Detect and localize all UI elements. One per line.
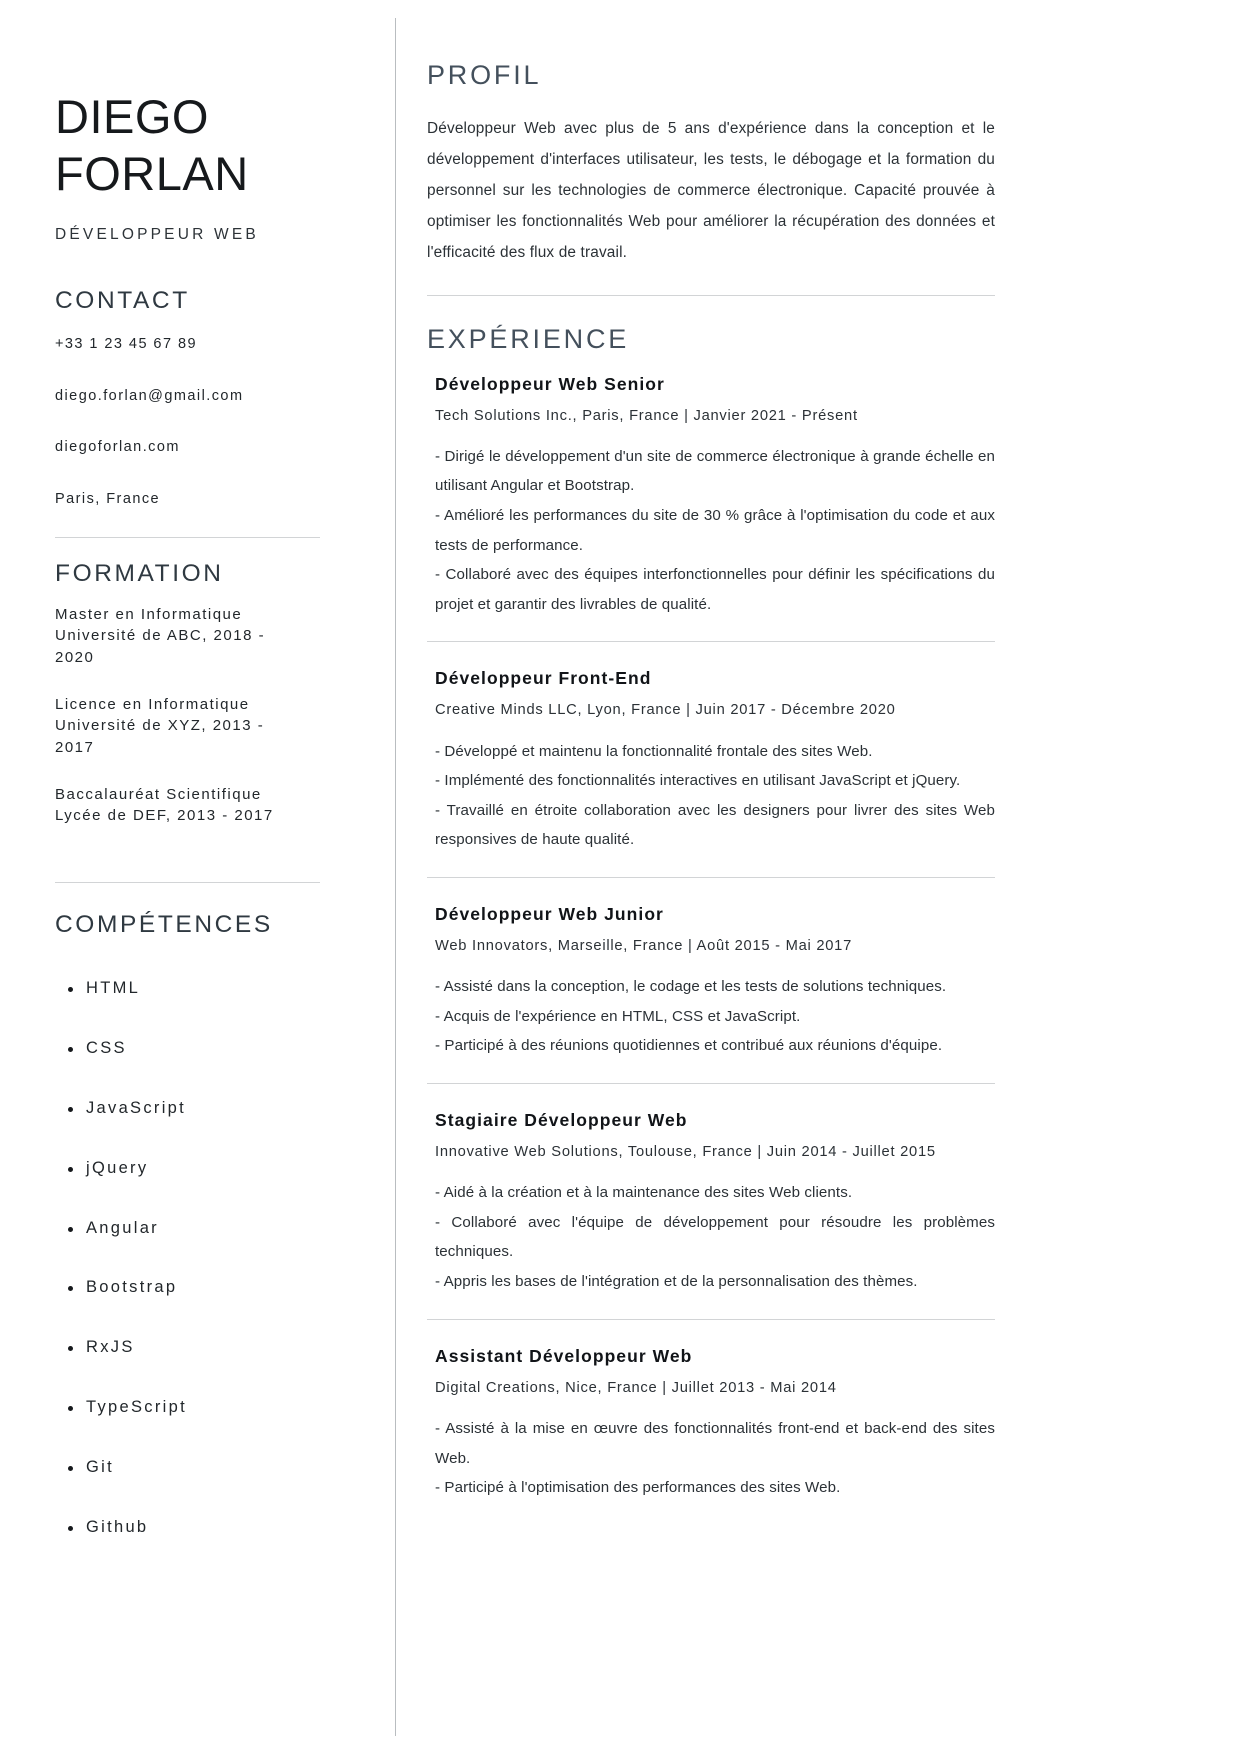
skill-item: RxJS xyxy=(55,1338,320,1358)
skill-item: TypeScript xyxy=(55,1398,320,1418)
job-bullet: - Collaboré avec l'équipe de développement pour résoudre les problèmes techniques. xyxy=(435,1213,995,1261)
education-school: Université de ABC, 2018 - xyxy=(55,627,266,645)
job-title: Développeur Front-End xyxy=(435,668,652,689)
divider-after-contact xyxy=(55,537,320,538)
skills-list xyxy=(55,979,320,1537)
contact-list xyxy=(55,335,320,509)
job-bullet: - Participé à l'optimisation des performances des sites Web. xyxy=(435,1479,841,1497)
job-bullet: - Aidé à la création et à la maintenance des sites Web clients. xyxy=(435,1184,853,1202)
skill-item: HTML xyxy=(55,979,320,999)
job-meta: Tech Solutions Inc., Paris, France | Janvier 2021 - Présent xyxy=(435,407,858,424)
contact-location: Paris, France xyxy=(55,491,161,508)
contact-website[interactable]: diegoforlan.com xyxy=(55,439,180,456)
job-bullet: - Travaillé en étroite collaboration avec les designers pour livrer des sites Web responsives de haute qualité. xyxy=(435,801,995,849)
education-item xyxy=(55,784,320,827)
skill-item: CSS xyxy=(55,1039,320,1059)
job-bullet: - Amélioré les performances du site de 30 % grâce à l'optimisation du code et aux tests de performance. xyxy=(435,507,995,554)
job-bullet: - Assisté à la mise en œuvre des fonctionnalités front-end et back-end des sites Web. xyxy=(435,1419,995,1467)
experience-item xyxy=(427,668,995,855)
education-item xyxy=(55,694,320,758)
main-content xyxy=(360,0,1240,1754)
job-meta: Creative Minds LLC, Lyon, France | Juin 2017 - Décembre 2020 xyxy=(435,702,896,719)
education-school: Lycée de DEF, 2013 - 2017 xyxy=(55,807,274,825)
skills-heading: COMPÉTENCES xyxy=(55,911,273,939)
skill-item: Angular xyxy=(55,1219,320,1239)
education-years: 2017 xyxy=(55,738,95,756)
job-meta: Innovative Web Solutions, Toulouse, France | Juin 2014 - Juillet 2015 xyxy=(435,1144,936,1160)
sidebar xyxy=(0,0,360,1754)
education-item xyxy=(55,604,320,668)
job-bullets xyxy=(435,442,995,619)
skill-item: JavaScript xyxy=(55,1099,320,1119)
divider-after-formation xyxy=(55,882,320,883)
education-degree: Master en Informatique xyxy=(55,606,243,624)
divider-between-jobs xyxy=(427,877,995,878)
skill-item: Github xyxy=(55,1518,320,1538)
job-title: Stagiaire Développeur Web xyxy=(435,1110,688,1130)
candidate-name xyxy=(55,88,320,203)
skill-item: jQuery xyxy=(55,1159,320,1179)
job-bullets xyxy=(435,972,995,1061)
job-meta: Digital Creations, Nice, France | Juillet 2013 - Mai 2014 xyxy=(435,1379,837,1396)
experience-item xyxy=(427,904,995,1061)
job-bullet: - Participé à des réunions quotidiennes et contribué aux réunions d'équipe. xyxy=(435,1037,943,1055)
divider-after-profile xyxy=(427,295,995,296)
experience-item xyxy=(427,1110,995,1297)
job-bullet: - Développé et maintenu la fonctionnalité frontale des sites Web. xyxy=(435,742,873,760)
job-bullets xyxy=(435,1178,995,1296)
job-bullet: - Acquis de l'expérience en HTML, CSS et JavaScript. xyxy=(435,1007,801,1025)
job-title: Assistant Développeur Web xyxy=(435,1345,693,1366)
job-title: Développeur Web Junior xyxy=(435,903,664,924)
education-school: Université de XYZ, 2013 - xyxy=(55,717,265,735)
divider-between-jobs xyxy=(427,1319,995,1320)
contact-phone[interactable]: +33 1 23 45 67 89 xyxy=(55,335,197,352)
skill-item: Git xyxy=(55,1458,320,1478)
job-meta: Web Innovators, Marseille, France | Août 2015 - Mai 2017 xyxy=(435,937,853,954)
contact-email[interactable]: diego.forlan@gmail.com xyxy=(55,387,244,404)
name-line-last: FORLAN xyxy=(55,147,249,201)
education-years: 2020 xyxy=(55,648,95,666)
job-bullet: - Dirigé le développement d'un site de commerce électronique à grande échelle en utilisant Angular et Bootstrap. xyxy=(435,447,995,495)
formation-heading: FORMATION xyxy=(55,560,224,588)
candidate-job-title: DÉVELOPPEUR WEB xyxy=(55,225,259,243)
job-bullets xyxy=(435,1414,995,1503)
experience-heading: EXPÉRIENCE xyxy=(427,323,630,354)
column-divider xyxy=(395,18,396,1736)
education-degree: Licence en Informatique xyxy=(55,695,250,713)
divider-between-jobs xyxy=(427,641,995,642)
job-bullet: - Implémenté des fonctionnalités interactives en utilisant JavaScript et jQuery. xyxy=(435,772,961,790)
contact-heading: CONTACT xyxy=(55,286,190,314)
skill-item: Bootstrap xyxy=(55,1278,320,1298)
education-degree: Baccalauréat Scientifique xyxy=(55,785,262,803)
experience-item xyxy=(427,374,995,620)
job-bullets xyxy=(435,737,995,855)
job-bullet: - Collaboré avec des équipes interfonctionnelles pour définir les spécifications du projet et garantir des livrables de qualité. xyxy=(435,566,995,613)
divider-between-jobs xyxy=(427,1083,995,1084)
job-bullet: - Appris les bases de l'intégration et de la personnalisation des thèmes. xyxy=(435,1273,918,1291)
name-line-first: DIEGO xyxy=(55,90,209,143)
job-bullet: - Assisté dans la conception, le codage et les tests de solutions techniques. xyxy=(435,978,947,996)
experience-item xyxy=(427,1346,995,1503)
profile-text: Développeur Web avec plus de 5 ans d'expérience dans la conception et le développement d'interfaces utilisateur, les tests, le débogage et la formation du personnel sur les technologies de commerce électronique. Capacité prouvée à optimiser les fonctionnalités Web pour améliorer la récupération des données et l'efficacité des flux de travail. xyxy=(427,120,995,262)
job-title: Développeur Web Senior xyxy=(435,373,665,394)
profile-heading: PROFIL xyxy=(427,60,542,90)
